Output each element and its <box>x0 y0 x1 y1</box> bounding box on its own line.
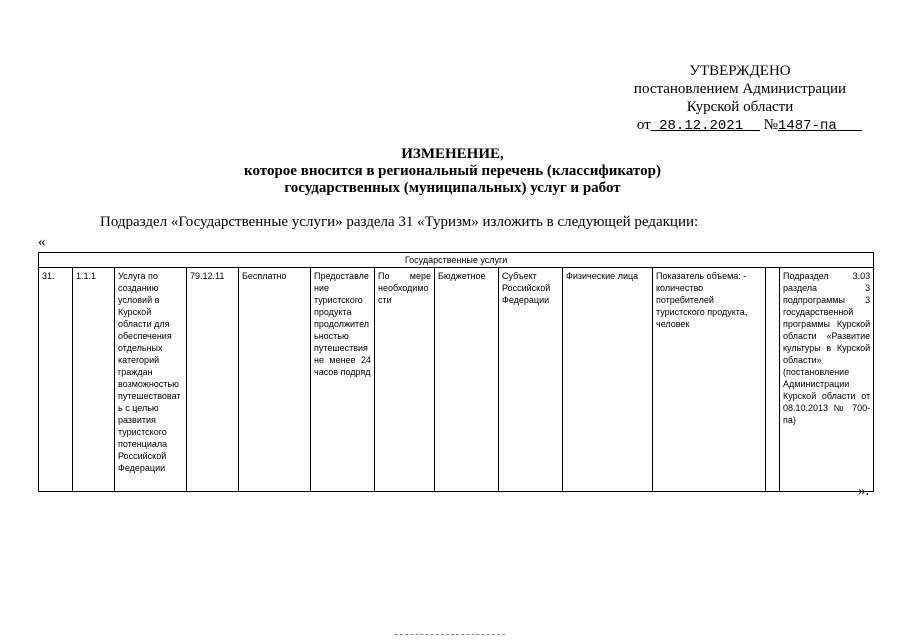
intro-paragraph: Подраздел «Государственные услуги» раздела 31 «Туризм» изложить в следующей редакции: <box>100 214 699 230</box>
cell-consumers: Физические лица <box>563 268 653 492</box>
cell-service-name: Услуга по созданию условий в Курской области для обеспечения отдельных категорий граждан возможностью путешествовать с целью развития туристского потенциала Российской Федерации <box>115 268 187 492</box>
date-value: 28.12.2021 <box>659 118 744 134</box>
approval-region: Курской области <box>686 99 794 115</box>
title-line-2: которое вносится в региональный перечень (классификатор) <box>244 163 661 179</box>
title-line-1: ИЗМЕНЕНИЕ, <box>401 146 504 162</box>
bottom-scan-mark <box>395 634 505 637</box>
approval-block <box>600 62 880 135</box>
table-header: Государственные услуги <box>39 253 874 268</box>
services-table <box>38 252 874 492</box>
cell-founder: Субъект Российской Федерации <box>499 268 563 492</box>
number-prefix: № <box>763 117 778 133</box>
table-header-row <box>39 253 874 268</box>
document-title <box>0 146 905 197</box>
cell-content: Предоставление туристского продукта продолжительностью путешествия не менее 24 часов подряд <box>311 268 375 492</box>
date-prefix: от <box>636 117 651 133</box>
table-row <box>39 268 874 492</box>
cell-indicator: Показатель объема: - количество потребителей туристского продукта, человек <box>653 268 766 492</box>
cell-okpd: 79.12.11 <box>187 268 239 492</box>
approval-dateline <box>600 116 862 135</box>
approval-issuer: постановлением Администрации <box>633 81 847 97</box>
cell-section: 31. <box>39 268 73 492</box>
cell-frequency: По мере необходимости <box>375 268 435 492</box>
cell-code: 1.1.1 <box>73 268 115 492</box>
number-value: 1487-па <box>777 118 837 134</box>
approval-title: УТВЕРЖДЕНО <box>689 63 791 79</box>
title-line-3: государственных (муниципальных) услуг и работ <box>284 180 621 196</box>
cell-legal-basis: Подраздел 3.03 раздела 3 подпрограммы 3 государственной программы Курской области «Развитие культуры в Курской области» (постановление Администрации Курской области от 08.10.2013 № 700-па) <box>780 268 874 492</box>
cell-empty <box>766 268 780 492</box>
opening-quote: « <box>38 234 46 250</box>
cell-payment: Бесплатно <box>239 268 311 492</box>
closing-quote: ». <box>858 483 870 499</box>
cell-institution-type: Бюджетное <box>435 268 499 492</box>
